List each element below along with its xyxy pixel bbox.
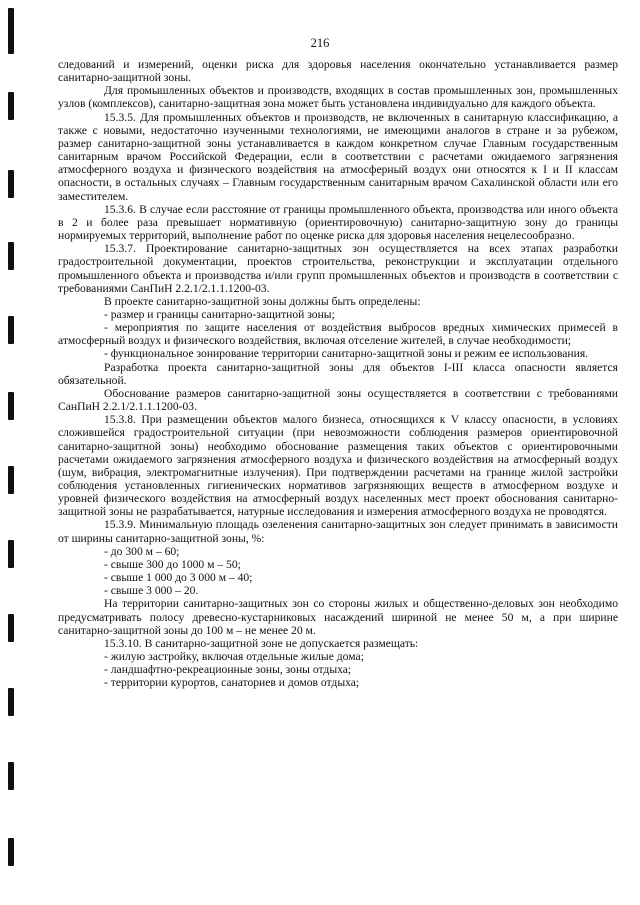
paragraph: 15.3.10. В санитарно-защитной зоне не допускается размещать: [104,636,419,650]
paragraph: В проекте санитарно-защитной зоны должны быть определены: [104,294,421,308]
paragraph-continuation: следований и измерений, оценки риска для здоровья населения окончательно устанавливается размер санитарно-защитной зоны. [58,58,618,85]
page-number: 216 [310,36,330,50]
binding-mark [8,242,14,270]
list-item: - свыше 3 000 – 20. [104,584,199,598]
binding-mark [8,466,14,494]
binding-mark [8,540,14,568]
binding-mark [8,762,14,790]
document-body [58,58,618,690]
binding-marks [8,0,16,905]
paragraph: 15.3.7. Проектирование санитарно-защитных зон осуществляется на всех этапах разработки градостроительной документации, проектов строительства, реконструкции и эксплуатации отдельного промышленного объекта и производства и/или групп промышленных объектов и производств в соответствии с требованиями СанПиН 2.2.1/2.1.1.1200-03. [58,242,618,295]
paragraph: 15.3.8. При размещении объектов малого бизнеса, относящихся к V классу опасности, в условиях сложившейся градостроительной ситуации (при невозможности соблюдения размеров ориентировочной санитарно-защитной зоны) необходимо обоснование размещения таких объектов с ориентировочными расчетами ожидаемого загрязнения атмосферного воздуха и физического воздействия на атмосферный воздух (шум, вибрация, электромагнитные излучения). При подтверждении расчетами на границе жилой застройки соблюдения установленных гигиенических нормативов загрязняющих веществ в атмосферном воздухе и уровней физического воздействия на атмосферный воздух населенных мест проект обоснования санитарно-защитной зоны не разрабатывается, натурные исследования и измерения атмосферного воздуха не проводятся. [58,413,618,519]
list-item: - территории курортов, санаториев и домов отдыха; [104,676,360,690]
paragraph: Обоснование размеров санитарно-защитной зоны осуществляется в соответствии с требованиями СанПиН 2.2.1/2.1.1.1200-03. [58,386,618,414]
list-item: - свыше 1 000 до 3 000 м – 40; [104,571,253,585]
paragraph: Разработка проекта санитарно-защитной зоны для объектов I-III класса опасности является обязательной. [58,360,618,387]
list-item: - мероприятия по защите населения от воздействия выбросов вредных химических примесей в атмосферный воздух и физического воздействия, включая отселение жителей, в случае необходимости; [58,321,618,348]
paragraph: Для промышленных объектов и производств, входящих в состав промышленных зон, промышленных узлов (комплексов), санитарно-защитная зона может быть установлена индивидуально для каждого объекта. [58,84,618,111]
binding-mark [8,838,14,866]
list-item: - функциональное зонирование территории санитарно-защитной зоны и режим ее использования. [104,347,589,361]
list-item: - ландшафтно-рекреационные зоны, зоны отдыха; [104,663,352,677]
list-item: - свыше 300 до 1000 м – 50; [104,557,241,571]
paragraph: 15.3.5. Для промышленных объектов и производств, не включенных в санитарную классификацию, а также с новыми, недостаточно изученными технологиями, не имеющими аналогов в стране и за рубежом, размер санитарно-защитной зоны устанавливается в каждом конкретном случае Главным государственным санитарным врачом Российской Федерации, если в соответствии с расчетами ожидаемого загрязнения атмосферного воздуха и физического воздействия на атмосферный воздух они относятся к I и II классам опасности, в остальных случаях – Главным государственным санитарным врачом Сахалинской области или его заместителем. [58,110,618,203]
binding-mark [8,92,14,120]
binding-mark [8,170,14,198]
list-item: - размер и границы санитарно-защитной зоны; [104,307,335,321]
paragraph: На территории санитарно-защитных зон со стороны жилых и общественно-деловых зон необходимо предусматривать полосу древесно-кустарниковых насаждений шириной не менее 50 м, а при ширине санитарно-защитной зоны до 100 м – не менее 20 м. [58,597,618,637]
binding-mark [8,688,14,716]
paragraph: 15.3.9. Минимальную площадь озеленения санитарно-защитных зон следует принимать в зависимости от ширины санитарно-защитной зоны, %: [58,518,618,545]
binding-mark [8,392,14,420]
paragraph: 15.3.6. В случае если расстояние от границы промышленного объекта, производства или иного объекта в 2 и более раза превышает нормативную (ориентировочную) санитарно-защитную зону до границы нормируемых территорий, выполнение работ по оценке риска для здоровья населения нецелесообразно. [58,202,618,243]
binding-mark [8,316,14,344]
list-item: - до 300 м – 60; [104,544,180,558]
binding-mark [8,614,14,642]
list-item: - жилую застройку, включая отдельные жилые дома; [104,650,364,664]
